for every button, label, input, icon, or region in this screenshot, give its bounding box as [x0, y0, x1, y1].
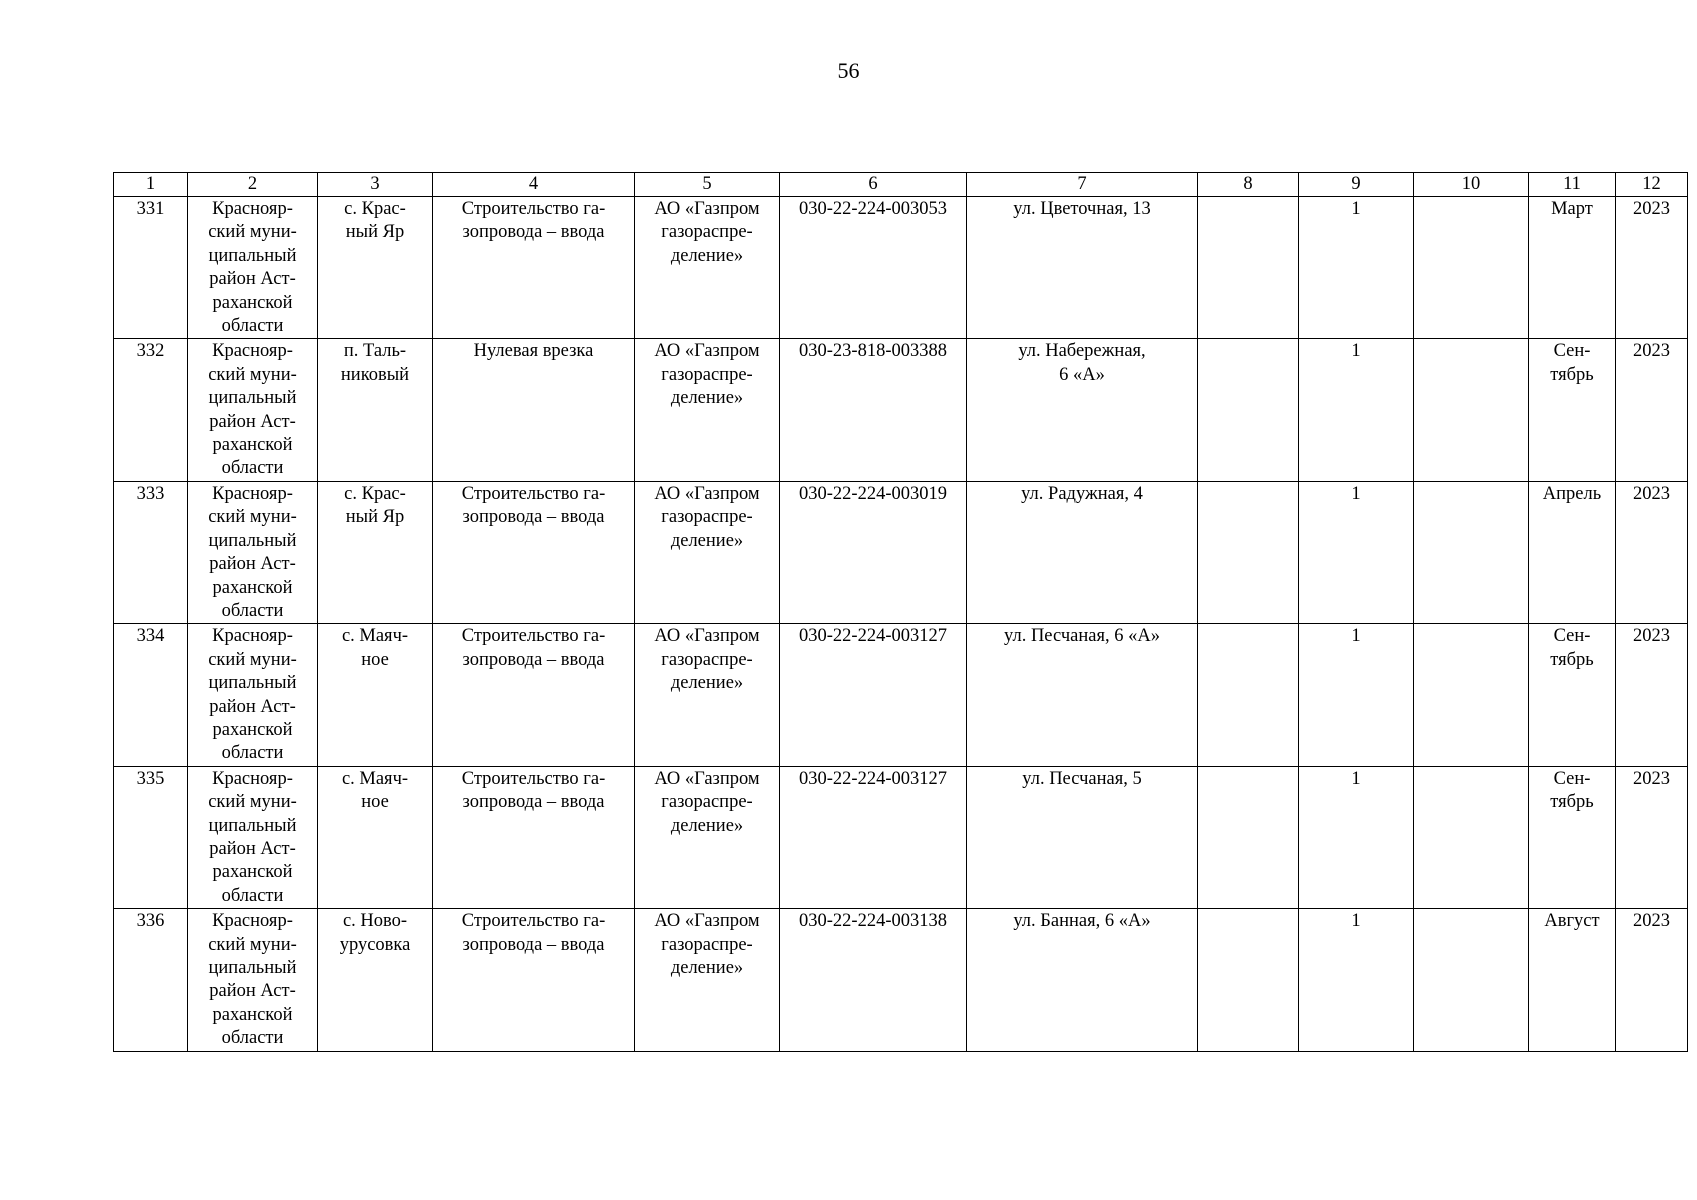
object-code-cell: 030-22-224-003053	[780, 197, 967, 339]
organization-cell: АО «Газпром газораспре- деление»	[635, 481, 780, 623]
object-code-cell: 030-23-818-003388	[780, 339, 967, 481]
column-header: 12	[1616, 173, 1688, 197]
year-cell: 2023	[1616, 339, 1688, 481]
column-8-cell	[1198, 909, 1299, 1051]
object-code-cell: 030-22-224-003127	[780, 624, 967, 766]
table-row	[114, 624, 1688, 766]
year-cell: 2023	[1616, 197, 1688, 339]
month-cell: Сен- тябрь	[1529, 766, 1616, 908]
column-9-cell: 1	[1299, 766, 1414, 908]
column-header: 3	[318, 173, 433, 197]
address-cell: ул. Радужная, 4	[967, 481, 1198, 623]
column-header: 7	[967, 173, 1198, 197]
table-row	[114, 481, 1688, 623]
column-header: 2	[188, 173, 318, 197]
year-cell: 2023	[1616, 909, 1688, 1051]
row-number: 335	[114, 766, 188, 908]
column-header: 1	[114, 173, 188, 197]
settlement-cell: п. Таль- никовый	[318, 339, 433, 481]
year-cell: 2023	[1616, 481, 1688, 623]
column-8-cell	[1198, 481, 1299, 623]
work-type-cell: Строительство га- зопровода – ввода	[433, 766, 635, 908]
work-type-cell: Строительство га- зопровода – ввода	[433, 909, 635, 1051]
column-8-cell	[1198, 766, 1299, 908]
page-number: 56	[837, 58, 860, 83]
column-header: 8	[1198, 173, 1299, 197]
district-cell: Краснояр- ский муни- ципальный район Аст- раханской области	[188, 339, 318, 481]
row-number: 336	[114, 909, 188, 1051]
row-number: 331	[114, 197, 188, 339]
column-10-cell	[1414, 339, 1529, 481]
year-cell: 2023	[1616, 624, 1688, 766]
column-header: 9	[1299, 173, 1414, 197]
work-type-cell: Строительство га- зопровода – ввода	[433, 481, 635, 623]
row-number: 333	[114, 481, 188, 623]
object-code-cell: 030-22-224-003138	[780, 909, 967, 1051]
column-header: 11	[1529, 173, 1616, 197]
column-header: 4	[433, 173, 635, 197]
district-cell: Краснояр- ский муни- ципальный район Аст- раханской области	[188, 624, 318, 766]
table-row	[114, 197, 1688, 339]
column-10-cell	[1414, 909, 1529, 1051]
column-9-cell: 1	[1299, 339, 1414, 481]
column-8-cell	[1198, 197, 1299, 339]
address-cell: ул. Банная, 6 «А»	[967, 909, 1198, 1051]
address-cell: ул. Песчаная, 5	[967, 766, 1198, 908]
organization-cell: АО «Газпром газораспре- деление»	[635, 339, 780, 481]
column-10-cell	[1414, 624, 1529, 766]
address-cell: ул. Песчаная, 6 «А»	[967, 624, 1198, 766]
column-header: 6	[780, 173, 967, 197]
work-type-cell: Строительство га- зопровода – ввода	[433, 624, 635, 766]
settlement-cell: с. Крас- ный Яр	[318, 481, 433, 623]
column-8-cell	[1198, 624, 1299, 766]
settlement-cell: с. Маяч- ное	[318, 766, 433, 908]
column-10-cell	[1414, 481, 1529, 623]
month-cell: Август	[1529, 909, 1616, 1051]
year-cell: 2023	[1616, 766, 1688, 908]
data-table	[113, 172, 1688, 1052]
column-9-cell: 1	[1299, 624, 1414, 766]
district-cell: Краснояр- ский муни- ципальный район Аст- раханской области	[188, 909, 318, 1051]
month-cell: Сен- тябрь	[1529, 339, 1616, 481]
settlement-cell: с. Маяч- ное	[318, 624, 433, 766]
object-code-cell: 030-22-224-003019	[780, 481, 967, 623]
settlement-cell: с. Крас- ный Яр	[318, 197, 433, 339]
address-cell: ул. Цветочная, 13	[967, 197, 1198, 339]
district-cell: Краснояр- ский муни- ципальный район Аст- раханской области	[188, 766, 318, 908]
column-header: 5	[635, 173, 780, 197]
column-9-cell: 1	[1299, 909, 1414, 1051]
column-10-cell	[1414, 197, 1529, 339]
district-cell: Краснояр- ский муни- ципальный район Аст- раханской области	[188, 481, 318, 623]
address-cell: ул. Набережная, 6 «А»	[967, 339, 1198, 481]
header-row	[114, 173, 1688, 197]
table-row	[114, 766, 1688, 908]
organization-cell: АО «Газпром газораспре- деление»	[635, 624, 780, 766]
object-code-cell: 030-22-224-003127	[780, 766, 967, 908]
column-8-cell	[1198, 339, 1299, 481]
work-type-cell: Нулевая врезка	[433, 339, 635, 481]
organization-cell: АО «Газпром газораспре- деление»	[635, 766, 780, 908]
column-10-cell	[1414, 766, 1529, 908]
row-number: 332	[114, 339, 188, 481]
organization-cell: АО «Газпром газораспре- деление»	[635, 197, 780, 339]
table-row	[114, 909, 1688, 1051]
month-cell: Сен- тябрь	[1529, 624, 1616, 766]
organization-cell: АО «Газпром газораспре- деление»	[635, 909, 780, 1051]
row-number: 334	[114, 624, 188, 766]
month-cell: Март	[1529, 197, 1616, 339]
column-9-cell: 1	[1299, 197, 1414, 339]
settlement-cell: с. Ново- урусовка	[318, 909, 433, 1051]
district-cell: Краснояр- ский муни- ципальный район Аст- раханской области	[188, 197, 318, 339]
month-cell: Апрель	[1529, 481, 1616, 623]
column-header: 10	[1414, 173, 1529, 197]
table-row	[114, 339, 1688, 481]
work-type-cell: Строительство га- зопровода – ввода	[433, 197, 635, 339]
column-9-cell: 1	[1299, 481, 1414, 623]
